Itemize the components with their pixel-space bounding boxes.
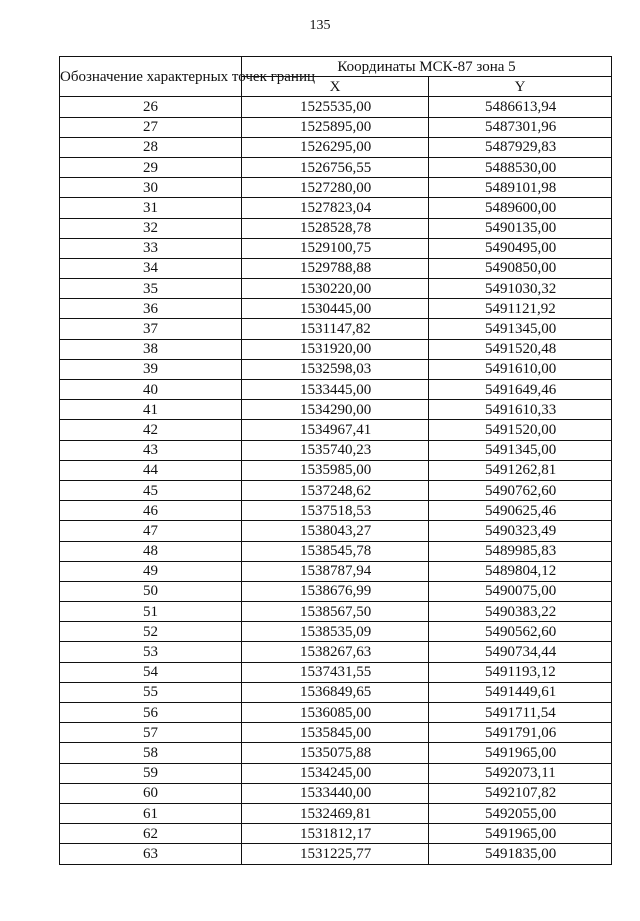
point-cell: 54 bbox=[60, 662, 242, 682]
point-cell: 52 bbox=[60, 622, 242, 642]
table-row bbox=[60, 703, 612, 723]
x-coordinate-cell: 1536085,00 bbox=[242, 703, 429, 723]
point-cell: 44 bbox=[60, 460, 242, 480]
y-coordinate-cell: 5491262,81 bbox=[429, 460, 612, 480]
x-coordinate-cell: 1526756,55 bbox=[242, 157, 429, 177]
y-coordinate-cell: 5491610,33 bbox=[429, 400, 612, 420]
x-coordinate-cell: 1535075,88 bbox=[242, 743, 429, 763]
table-row bbox=[60, 380, 612, 400]
point-cell: 40 bbox=[60, 380, 242, 400]
x-coordinate-cell: 1534290,00 bbox=[242, 400, 429, 420]
x-coordinate-cell: 1525895,00 bbox=[242, 117, 429, 137]
x-coordinate-cell: 1538787,94 bbox=[242, 561, 429, 581]
x-coordinate-cell: 1531920,00 bbox=[242, 339, 429, 359]
x-coordinate-cell: 1532469,81 bbox=[242, 803, 429, 823]
x-coordinate-cell: 1534967,41 bbox=[242, 420, 429, 440]
point-cell: 31 bbox=[60, 198, 242, 218]
x-coordinate-cell: 1537518,53 bbox=[242, 501, 429, 521]
y-coordinate-cell: 5490562,60 bbox=[429, 622, 612, 642]
point-cell: 61 bbox=[60, 803, 242, 823]
point-cell: 48 bbox=[60, 541, 242, 561]
point-cell: 46 bbox=[60, 501, 242, 521]
x-coordinate-cell: 1538267,63 bbox=[242, 642, 429, 662]
y-coordinate-cell: 5491610,00 bbox=[429, 359, 612, 379]
table-row bbox=[60, 622, 612, 642]
table-row bbox=[60, 279, 612, 299]
point-cell: 30 bbox=[60, 178, 242, 198]
x-coordinate-cell: 1527280,00 bbox=[242, 178, 429, 198]
point-cell: 35 bbox=[60, 279, 242, 299]
y-coordinate-cell: 5490762,60 bbox=[429, 480, 612, 500]
point-cell: 26 bbox=[60, 97, 242, 117]
point-cell: 45 bbox=[60, 480, 242, 500]
x-coordinate-cell: 1537431,55 bbox=[242, 662, 429, 682]
x-coordinate-cell: 1531147,82 bbox=[242, 319, 429, 339]
y-coordinate-cell: 5490625,46 bbox=[429, 501, 612, 521]
x-coordinate-cell: 1533445,00 bbox=[242, 380, 429, 400]
x-coordinate-cell: 1531225,77 bbox=[242, 844, 429, 864]
y-coordinate-cell: 5490075,00 bbox=[429, 581, 612, 601]
point-cell: 34 bbox=[60, 258, 242, 278]
y-coordinate-cell: 5487301,96 bbox=[429, 117, 612, 137]
table-row bbox=[60, 97, 612, 117]
x-coordinate-cell: 1530220,00 bbox=[242, 279, 429, 299]
y-coordinate-cell: 5490850,00 bbox=[429, 258, 612, 278]
y-coordinate-cell: 5489985,83 bbox=[429, 541, 612, 561]
table-row bbox=[60, 359, 612, 379]
table-row bbox=[60, 460, 612, 480]
y-coordinate-cell: 5490734,44 bbox=[429, 642, 612, 662]
table-row bbox=[60, 178, 612, 198]
point-cell: 32 bbox=[60, 218, 242, 238]
point-cell: 51 bbox=[60, 602, 242, 622]
point-cell: 60 bbox=[60, 783, 242, 803]
table-row bbox=[60, 723, 612, 743]
x-coordinate-cell: 1529100,75 bbox=[242, 238, 429, 258]
table-row bbox=[60, 480, 612, 500]
y-coordinate-cell: 5491791,06 bbox=[429, 723, 612, 743]
point-cell: 49 bbox=[60, 561, 242, 581]
table-row bbox=[60, 844, 612, 864]
x-coordinate-cell: 1537248,62 bbox=[242, 480, 429, 500]
points-column-header: Обозначение характерных точек границ bbox=[60, 57, 242, 97]
y-coordinate-cell: 5492073,11 bbox=[429, 763, 612, 783]
table-row bbox=[60, 117, 612, 137]
table-row bbox=[60, 662, 612, 682]
y-coordinate-cell: 5488530,00 bbox=[429, 157, 612, 177]
y-coordinate-cell: 5489804,12 bbox=[429, 561, 612, 581]
table-row bbox=[60, 258, 612, 278]
x-coordinate-cell: 1538567,50 bbox=[242, 602, 429, 622]
y-coordinate-cell: 5491193,12 bbox=[429, 662, 612, 682]
x-coordinate-cell: 1535845,00 bbox=[242, 723, 429, 743]
y-coordinate-cell: 5490135,00 bbox=[429, 218, 612, 238]
table-row bbox=[60, 561, 612, 581]
point-cell: 28 bbox=[60, 137, 242, 157]
point-cell: 59 bbox=[60, 763, 242, 783]
table-row bbox=[60, 763, 612, 783]
x-coordinate-cell: 1525535,00 bbox=[242, 97, 429, 117]
point-cell: 53 bbox=[60, 642, 242, 662]
x-coordinate-cell: 1538535,09 bbox=[242, 622, 429, 642]
y-coordinate-cell: 5487929,83 bbox=[429, 137, 612, 157]
x-coordinate-cell: 1538545,78 bbox=[242, 541, 429, 561]
x-coordinate-cell: 1535985,00 bbox=[242, 460, 429, 480]
point-cell: 41 bbox=[60, 400, 242, 420]
table-header bbox=[60, 57, 612, 97]
point-cell: 33 bbox=[60, 238, 242, 258]
y-coordinate-cell: 5491711,54 bbox=[429, 703, 612, 723]
point-cell: 27 bbox=[60, 117, 242, 137]
coordinates-table bbox=[59, 56, 612, 865]
x-column-header: X bbox=[242, 77, 429, 97]
x-coordinate-cell: 1528528,78 bbox=[242, 218, 429, 238]
coordinates-column-header: Координаты МСК-87 зона 5 bbox=[242, 57, 612, 77]
y-coordinate-cell: 5491965,00 bbox=[429, 743, 612, 763]
y-coordinate-cell: 5486613,94 bbox=[429, 97, 612, 117]
table-row bbox=[60, 238, 612, 258]
y-coordinate-cell: 5489101,98 bbox=[429, 178, 612, 198]
table-row bbox=[60, 319, 612, 339]
x-coordinate-cell: 1534245,00 bbox=[242, 763, 429, 783]
table-row bbox=[60, 218, 612, 238]
table-row bbox=[60, 400, 612, 420]
table-row bbox=[60, 602, 612, 622]
table-row bbox=[60, 743, 612, 763]
x-coordinate-cell: 1532598,03 bbox=[242, 359, 429, 379]
x-coordinate-cell: 1535740,23 bbox=[242, 440, 429, 460]
table-row bbox=[60, 642, 612, 662]
point-cell: 39 bbox=[60, 359, 242, 379]
point-cell: 42 bbox=[60, 420, 242, 440]
table-row bbox=[60, 157, 612, 177]
point-cell: 56 bbox=[60, 703, 242, 723]
table-row bbox=[60, 339, 612, 359]
table-row bbox=[60, 440, 612, 460]
table-body bbox=[60, 97, 612, 864]
y-coordinate-cell: 5491345,00 bbox=[429, 319, 612, 339]
table-row bbox=[60, 501, 612, 521]
y-coordinate-cell: 5491520,48 bbox=[429, 339, 612, 359]
y-coordinate-cell: 5491121,92 bbox=[429, 299, 612, 319]
table-row bbox=[60, 299, 612, 319]
point-cell: 55 bbox=[60, 682, 242, 702]
table-row bbox=[60, 803, 612, 823]
y-coordinate-cell: 5491520,00 bbox=[429, 420, 612, 440]
point-cell: 58 bbox=[60, 743, 242, 763]
page-number: 135 bbox=[309, 18, 331, 33]
x-coordinate-cell: 1536849,65 bbox=[242, 682, 429, 702]
table-row bbox=[60, 541, 612, 561]
header-row-top bbox=[60, 57, 612, 77]
y-coordinate-cell: 5491030,32 bbox=[429, 279, 612, 299]
point-cell: 29 bbox=[60, 157, 242, 177]
y-coordinate-cell: 5490323,49 bbox=[429, 521, 612, 541]
y-coordinate-cell: 5489600,00 bbox=[429, 198, 612, 218]
point-cell: 36 bbox=[60, 299, 242, 319]
point-cell: 47 bbox=[60, 521, 242, 541]
x-coordinate-cell: 1538676,99 bbox=[242, 581, 429, 601]
x-coordinate-cell: 1533440,00 bbox=[242, 783, 429, 803]
y-coordinate-cell: 5490495,00 bbox=[429, 238, 612, 258]
x-coordinate-cell: 1530445,00 bbox=[242, 299, 429, 319]
y-coordinate-cell: 5491835,00 bbox=[429, 844, 612, 864]
point-cell: 50 bbox=[60, 581, 242, 601]
y-column-header: Y bbox=[429, 77, 612, 97]
y-coordinate-cell: 5491649,46 bbox=[429, 380, 612, 400]
point-cell: 63 bbox=[60, 844, 242, 864]
x-coordinate-cell: 1529788,88 bbox=[242, 258, 429, 278]
x-coordinate-cell: 1526295,00 bbox=[242, 137, 429, 157]
point-cell: 43 bbox=[60, 440, 242, 460]
y-coordinate-cell: 5492107,82 bbox=[429, 783, 612, 803]
table-row bbox=[60, 824, 612, 844]
point-cell: 37 bbox=[60, 319, 242, 339]
table-row bbox=[60, 521, 612, 541]
x-coordinate-cell: 1531812,17 bbox=[242, 824, 429, 844]
point-cell: 57 bbox=[60, 723, 242, 743]
table-row bbox=[60, 783, 612, 803]
point-cell: 62 bbox=[60, 824, 242, 844]
point-cell: 38 bbox=[60, 339, 242, 359]
y-coordinate-cell: 5491449,61 bbox=[429, 682, 612, 702]
table-row bbox=[60, 682, 612, 702]
y-coordinate-cell: 5492055,00 bbox=[429, 803, 612, 823]
table-row bbox=[60, 420, 612, 440]
y-coordinate-cell: 5490383,22 bbox=[429, 602, 612, 622]
x-coordinate-cell: 1527823,04 bbox=[242, 198, 429, 218]
table-row bbox=[60, 581, 612, 601]
table-row bbox=[60, 198, 612, 218]
table-row bbox=[60, 137, 612, 157]
y-coordinate-cell: 5491345,00 bbox=[429, 440, 612, 460]
y-coordinate-cell: 5491965,00 bbox=[429, 824, 612, 844]
x-coordinate-cell: 1538043,27 bbox=[242, 521, 429, 541]
